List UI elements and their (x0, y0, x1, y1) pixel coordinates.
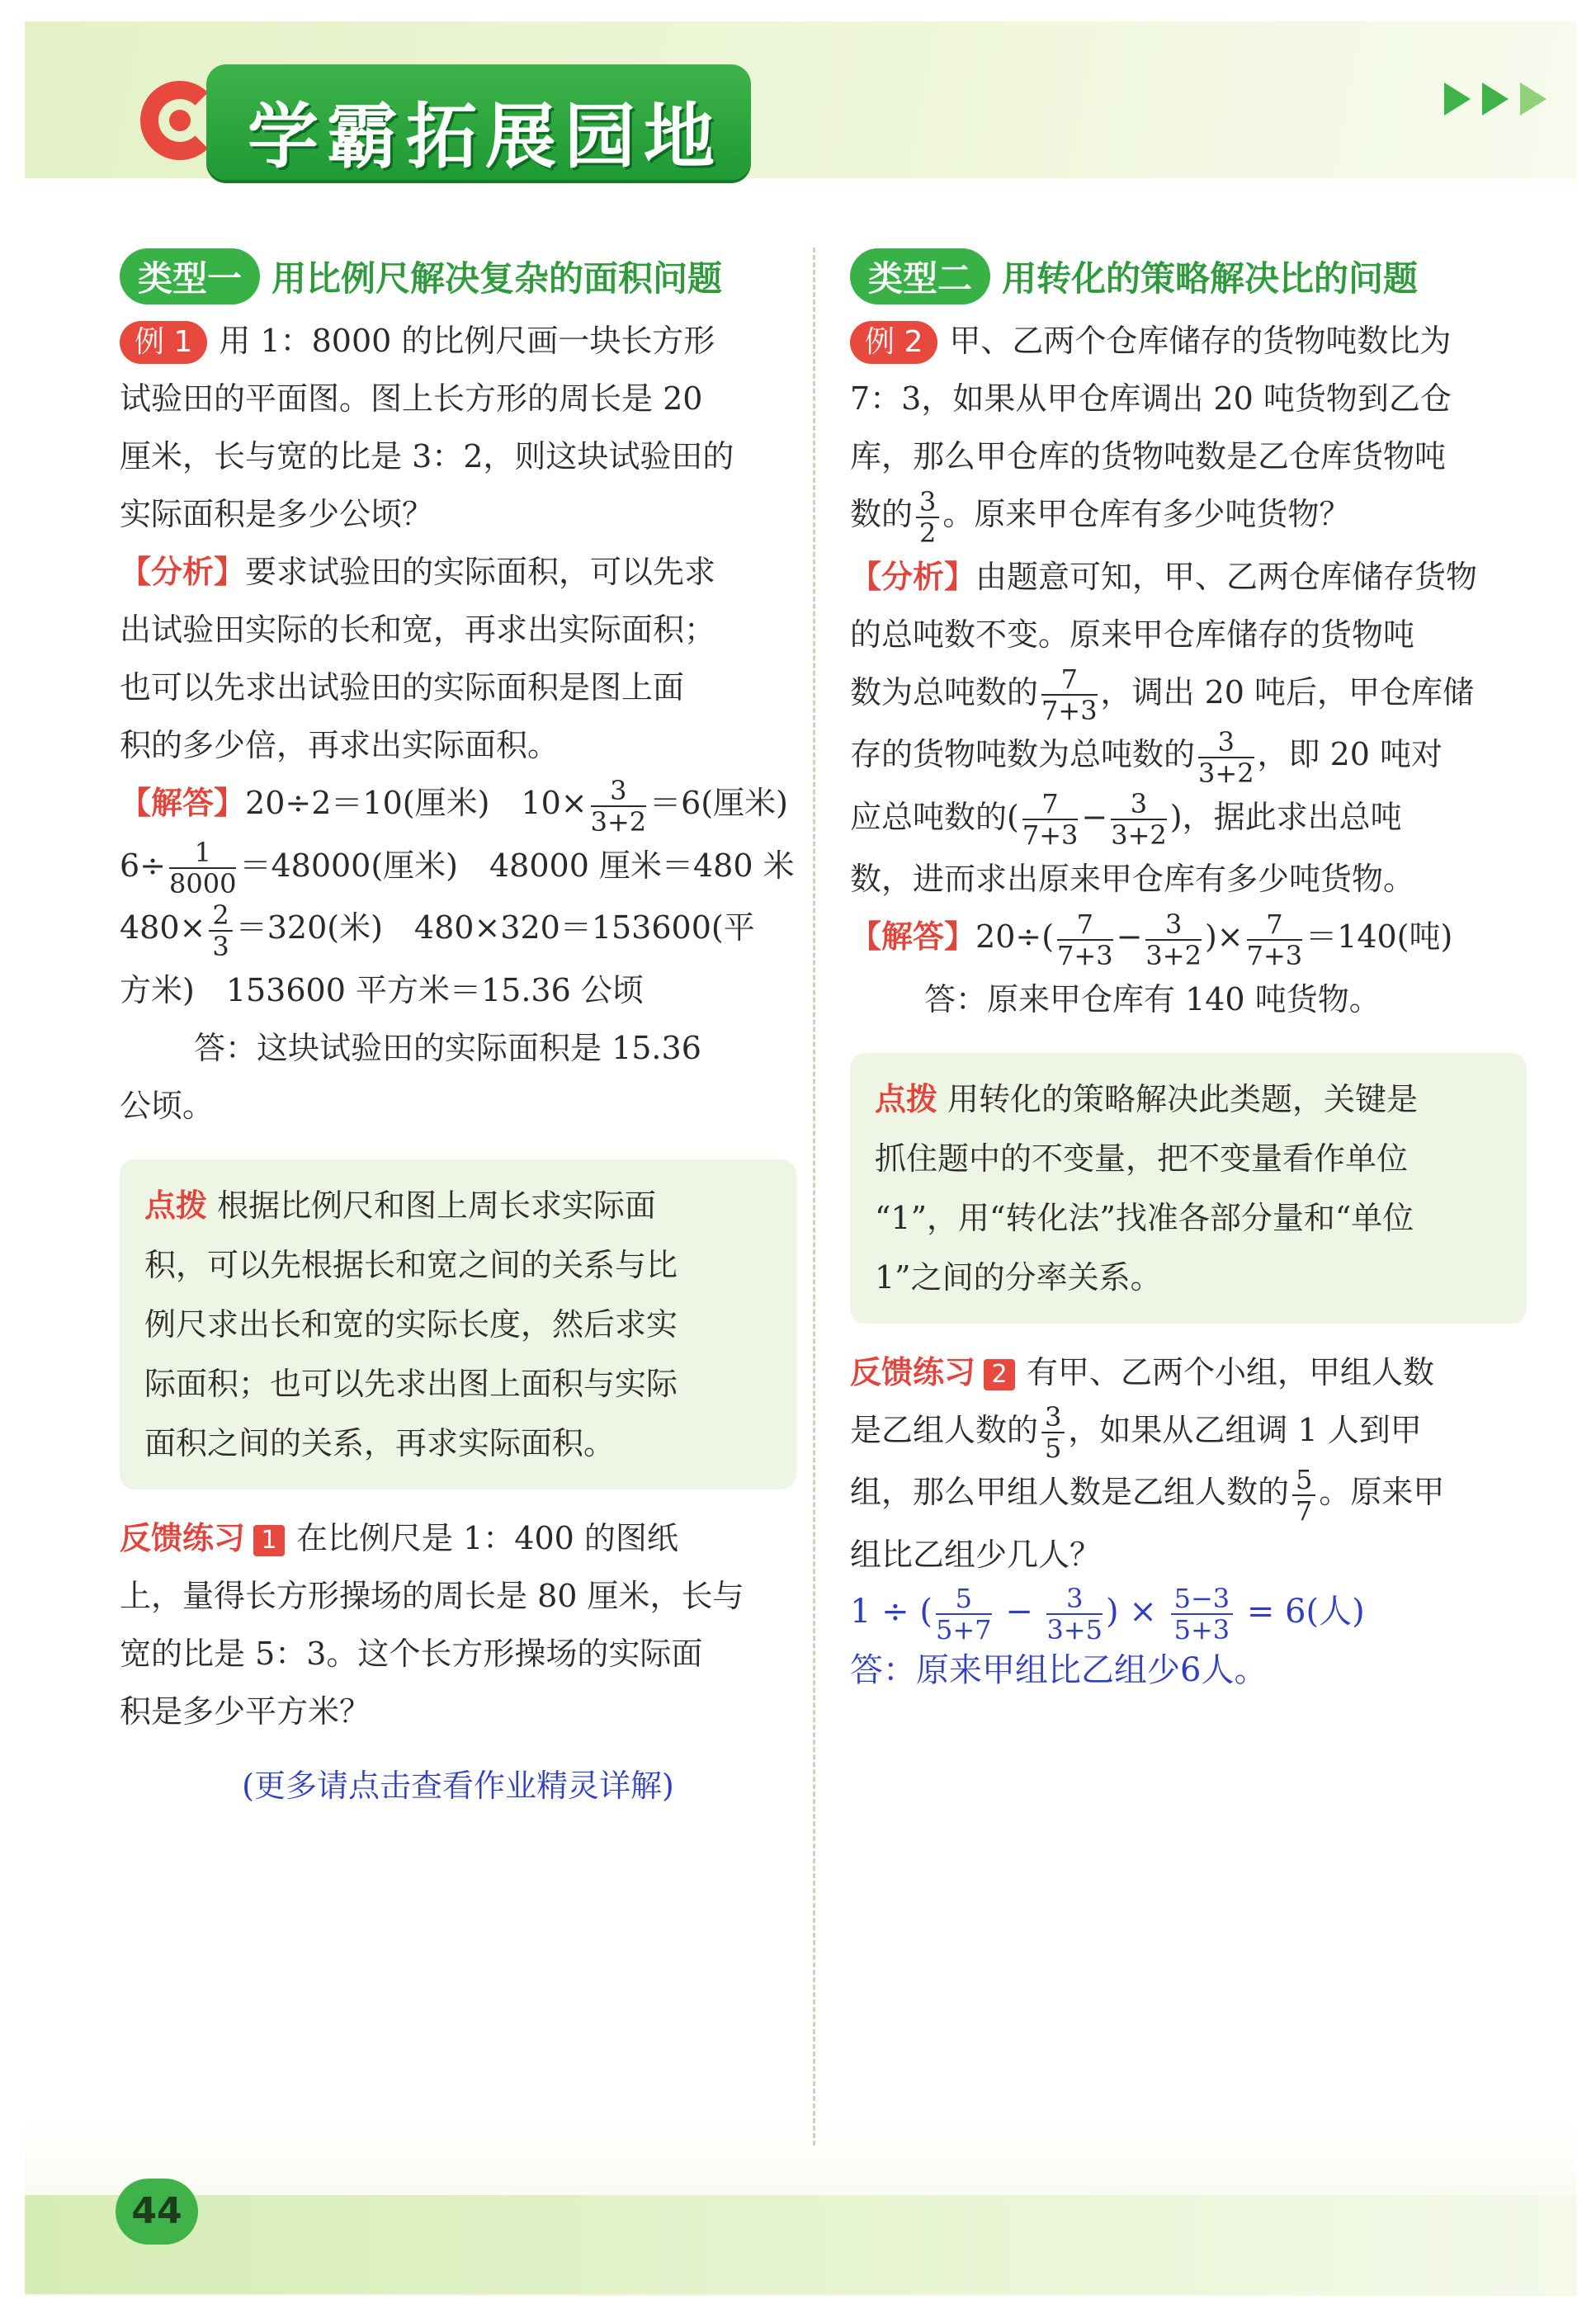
feedback-1: 反馈练习 1 在比例尺是 1：400 的图纸 上，量得长方形操场的周长是 80 厘米，长与 宽的比是 5：3。这个长方形操场的实际面 积是多少平方米？ (120, 1519, 744, 1730)
handwritten-answer: 答：原来甲组比乙组少6人。 (850, 1650, 1268, 1689)
solution-2: 【解答】20÷( $\frac{7}{7+3}$ − $\frac{3}{3+2}$ )× $\frac{7}{7+3}$ ＝140(吨) 答：原来甲仓库有 140 吨货物。 (850, 908, 1453, 1017)
type-heading-2 (850, 248, 1527, 305)
example-tag: 例 1 (120, 321, 207, 364)
example-1: 例 1 用 1：8000 的比例尺画一块长方形 试验田的平面图。图上长方形的周长是 20 厘米，长与宽的比是 3：2，则这块试验田的 实际面积是多少公顷？ (120, 323, 734, 532)
page-number: 44 (131, 2190, 182, 2232)
example-tag: 例 2 (850, 321, 937, 364)
type-title: 用转化的策略解决比的问题 (1002, 258, 1419, 299)
answer-1: 答：这块试验田的实际面积是 15.36 公顷。 (120, 1029, 701, 1124)
tip-label: 点拨 (144, 1187, 208, 1224)
more-details-link[interactable]: (更多请点击查看作业精灵详解) (242, 1767, 674, 1804)
type-tag: 类型一 (120, 248, 260, 305)
feedback-number: 2 (984, 1359, 1015, 1390)
type-tag: 类型二 (850, 248, 990, 305)
tip-box-2: 点拨 用转化的策略解决此类题，关键是 抓住题中的不变量，把不变量看作单位 “1”，用“转化法”找准各部分量和“单位 1”之间的分率关系。 (850, 1053, 1527, 1324)
feedback-number: 1 (253, 1525, 285, 1556)
column-divider (813, 248, 815, 2146)
answer-2: 答：原来甲仓库有 140 吨货物。 (924, 980, 1381, 1017)
analysis-label: 【分析】 (120, 553, 246, 590)
solution-label: 【解答】 (120, 784, 246, 821)
feedback-label: 反馈练习 (850, 1353, 976, 1390)
analysis-label: 【分析】 (850, 557, 976, 595)
feedback-2: 反馈练习 2 有甲、乙两个小组，甲组人数 是乙组人数的 $\frac{3}{5}$ ，如果从乙组调 1 人到甲 组，那么甲组人数是乙组人数的 $\frac{5}{7}$ 。原来甲 组比乙组少几人？ (850, 1353, 1445, 1573)
right-column (850, 248, 1527, 1696)
header-arrows-icon (1444, 83, 1546, 116)
analysis-1: 【分析】要求试验田的实际面积，可以先求 出试验田实际的长和宽，再求出实际面积； 也可以先求出试验田的实际面积是图上面 积的多少倍，再求出实际面积。 (120, 553, 716, 763)
footer-band (25, 2195, 1576, 2294)
tip-label: 点拨 (875, 1080, 938, 1117)
feedback-label: 反馈练习 (120, 1519, 246, 1556)
left-column (120, 248, 796, 1815)
type-title: 用比例尺解决复杂的面积问题 (272, 258, 723, 299)
page-title: 学霸拓展园地 (248, 96, 723, 178)
tip-box-1: 点拨 根据比例尺和图上周长求实际面 积，可以先根据长和宽之间的关系与比 例尺求出长和宽的实际长度，然后求实 际面积；也可以先求出图上面积与实际 面积之间的关系，再求实际面积。 (120, 1159, 796, 1489)
c-logo-dot-icon (169, 110, 191, 131)
solution-label: 【解答】 (850, 918, 976, 955)
analysis-2: 【分析】由题意可知，甲、乙两仓库储存货物 的总吨数不变。原来甲仓库储存的货物吨 数为总吨数的 $\frac{7}{7+3}$ ，调出 20 吨后，甲仓库储 存的货物吨数为总吨数的 $\frac{3}{3+2}$ ，即 20 吨对 应总吨数的( $\frac{7}{7+3}$ − $\frac{3}{3+2}$ )，据此求出总吨 数，进而求出原来甲仓库有多少吨货物。 (850, 557, 1478, 897)
type-heading-1 (120, 248, 796, 305)
handwritten-solution: 1 ÷ ( $\frac{5}{5+7}$ − $\frac{3}{3+5}$ ) × $\frac{5-3}{5+3}$ = 6(人) 答：原来甲组比乙组少6人。 (850, 1582, 1365, 1689)
example-2: 例 2 甲、乙两个仓库储存的货物吨数比为 7：3，如果从甲仓库调出 20 吨货物到乙仓 库，那么甲仓库的货物吨数是乙仓库货物吨 数的 $\frac{3}{2}$ 。原来甲仓库有多少吨货物？ (850, 323, 1452, 549)
solution-1: 【解答】20÷2＝10(厘米) 10× $\frac{3}{3+2}$ ＝6(厘米) 6÷ $\frac{1}{8000}$ ＝48000(厘米) 48000 厘米＝480 米 480× $\frac{2}{3}$ ＝320(米) 480×320＝153600(平 方米) 153600 平方米＝15.36 公顷 (120, 774, 795, 1008)
